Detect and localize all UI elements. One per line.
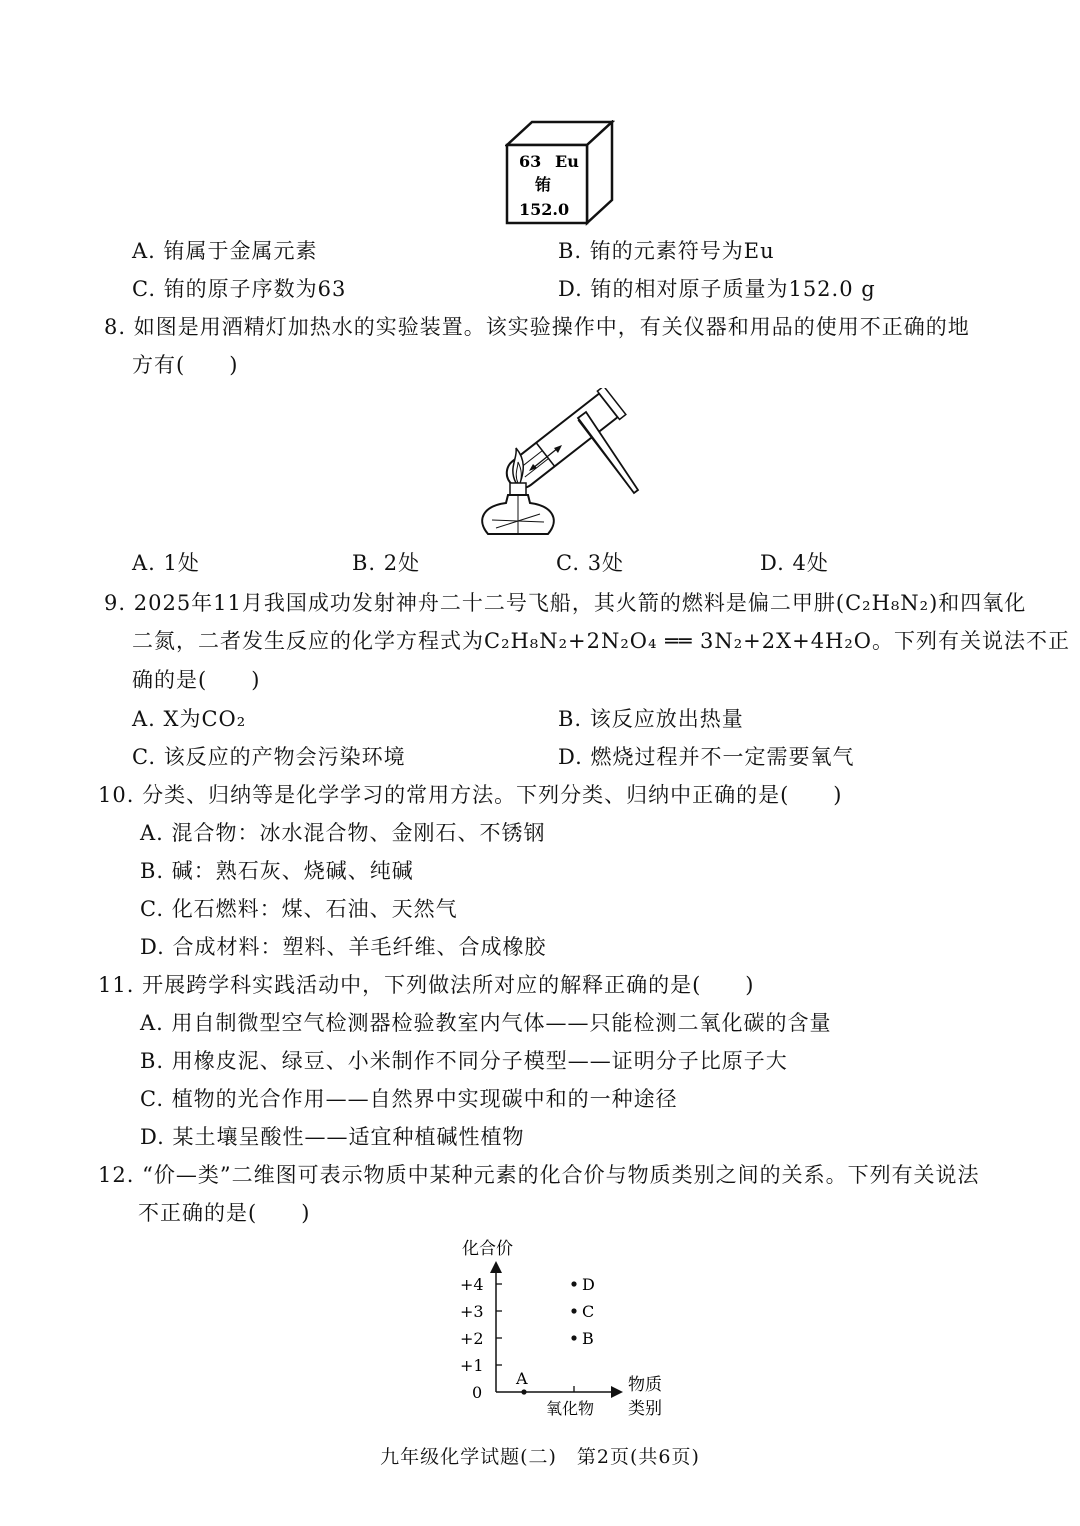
- q8-stem-line2: 方有( ): [132, 353, 239, 377]
- q9-stem-line2: 二氮，二者发生反应的化学方程式为C₂H₈N₂+2N₂O₄ ══ 3N₂+2X+4H₂O。下列有关说法不正: [132, 629, 1070, 653]
- element-symbol: Eu: [555, 152, 579, 171]
- y-tick-label: +2: [460, 1329, 484, 1348]
- q12-stem-line1: 12. “价—类”二维图可表示物质中某种元素的化合价与物质类别之间的关系。下列有关说法: [98, 1163, 980, 1187]
- y-tick-label: +3: [460, 1302, 484, 1321]
- data-point-b: [571, 1335, 576, 1340]
- q9-stem-line3: 确的是( ): [132, 668, 261, 692]
- q11-option-c: C. 植物的光合作用——自然界中实现碳中和的一种途径: [140, 1087, 678, 1111]
- q8-option-a: A. 1处: [132, 551, 200, 575]
- q8-option-c: C. 3处: [556, 551, 625, 575]
- y-tick-label: +4: [460, 1275, 484, 1294]
- q8-stem-line1: 8. 如图是用酒精灯加热水的实验装置。该实验操作中，有关仪器和用品的使用不正确的地: [104, 315, 970, 339]
- q11-option-a: A. 用自制微型空气检测器检验教室内气体——只能检测二氧化碳的含量: [140, 1011, 832, 1035]
- q10-option-d: D. 合成材料：塑料、羊毛纤维、合成橡胶: [140, 935, 547, 959]
- q12-stem-line2: 不正确的是( ): [138, 1201, 311, 1225]
- q7-option-c: C. 铕的原子序数为63: [132, 277, 347, 301]
- data-point-label-d: D: [582, 1275, 595, 1294]
- q7-option-d: D. 铕的相对原子质量为152.0 g: [558, 277, 876, 301]
- q9-option-b: B. 该反应放出热量: [558, 707, 744, 731]
- page-footer: 九年级化学试题(二) 第2页(共6页): [380, 1446, 700, 1468]
- element-mass: 152.0: [519, 200, 570, 219]
- element-number: 63: [519, 152, 542, 171]
- q9-option-a: A. X为CO₂: [132, 707, 247, 731]
- data-point-a: [521, 1389, 526, 1394]
- data-point-label-c: C: [582, 1302, 595, 1321]
- x-axis-label-2: 类别: [628, 1399, 662, 1419]
- x-tick-label: 氧化物: [546, 1399, 595, 1418]
- valence-class-chart: [440, 1232, 680, 1422]
- q10-option-b: B. 碱：熟石灰、烧碱、纯碱: [140, 859, 414, 883]
- y-tick-label: +1: [460, 1356, 484, 1375]
- q11-option-b: B. 用橡皮泥、绿豆、小米制作不同分子模型——证明分子比原子大: [140, 1049, 788, 1073]
- q10-option-c: C. 化石燃料：煤、石油、天然气: [140, 897, 458, 921]
- q10-option-a: A. 混合物：冰水混合物、金刚石、不锈钢: [140, 821, 546, 845]
- heating-apparatus-figure: [478, 388, 648, 544]
- q7-option-a: A. 铕属于金属元素: [132, 239, 318, 263]
- q8-option-b: B. 2处: [352, 551, 421, 575]
- element-card-figure: [505, 120, 615, 228]
- q8-option-d: D. 4处: [760, 551, 829, 575]
- element-name: 铕: [535, 175, 552, 194]
- data-point-c: [571, 1308, 576, 1313]
- data-point-label-b: B: [582, 1329, 594, 1348]
- data-point-label-a: A: [516, 1369, 528, 1388]
- q11-option-d: D. 某土壤呈酸性——适宜种植碱性植物: [140, 1125, 525, 1149]
- data-point-d: [571, 1281, 576, 1286]
- q7-option-b: B. 铕的元素符号为Eu: [558, 239, 775, 263]
- y-tick-label: 0: [472, 1383, 483, 1402]
- q9-option-c: C. 该反应的产物会污染环境: [132, 745, 406, 769]
- q9-stem-line1: 9. 2025年11月我国成功发射神舟二十二号飞船，其火箭的燃料是偏二甲肼(C₂H₈N₂)和四氧化: [104, 591, 1027, 615]
- q10-stem: 10. 分类、归纳等是化学学习的常用方法。下列分类、归纳中正确的是( ): [98, 783, 843, 807]
- q9-option-d: D. 燃烧过程并不一定需要氧气: [558, 745, 855, 769]
- x-axis-label-1: 物质: [628, 1375, 662, 1395]
- y-axis-label: 化合价: [462, 1239, 513, 1259]
- q11-stem: 11. 开展跨学科实践活动中，下列做法所对应的解释正确的是( ): [98, 973, 755, 997]
